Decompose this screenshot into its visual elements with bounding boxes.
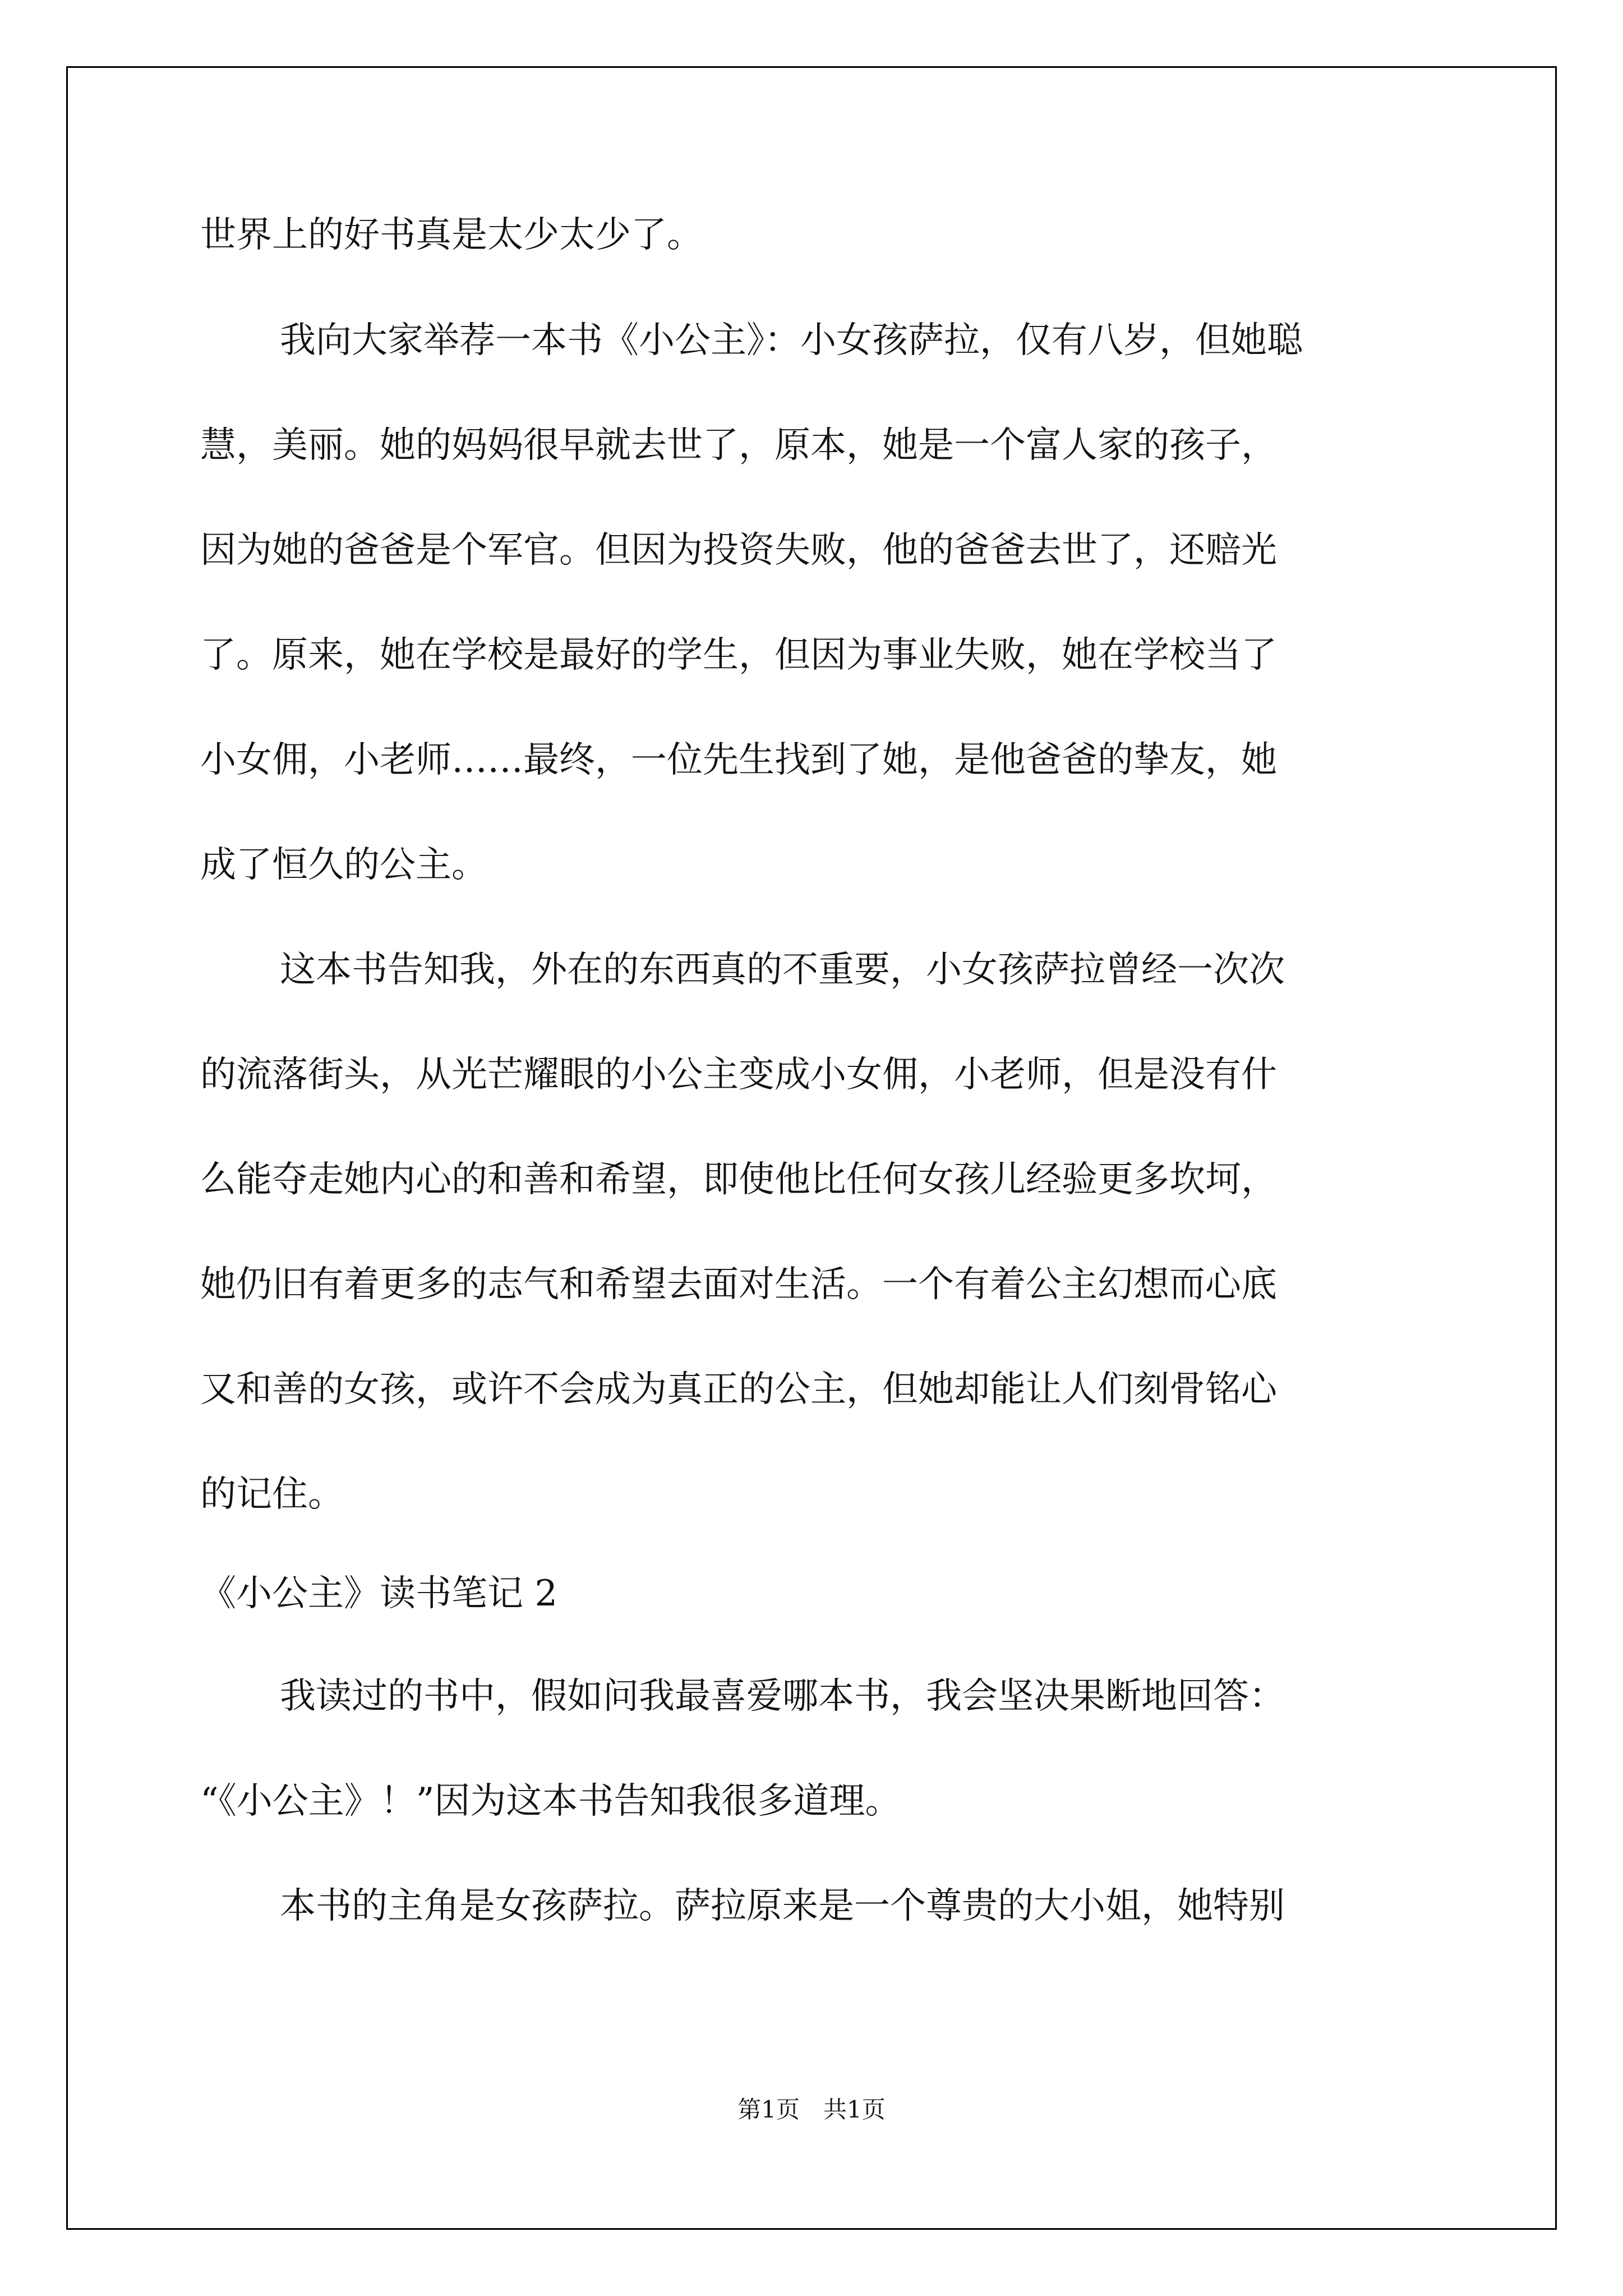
text-line: “《小公主》！”因为这本书告知我很多道理。 — [200, 1780, 901, 1822]
text-line: 的记住。 — [200, 1474, 344, 1515]
paragraph-first-line: 这本书告知我，外在的东西真的不重要，小女孩萨拉曾经一次次 — [280, 949, 1285, 991]
text-line: 了。原来，她在学校是最好的学生，但因为事业失败，她在学校当了 — [200, 634, 1277, 676]
page-footer — [0, 2093, 1623, 2127]
text-line: 慧，美丽。她的妈妈很早就去世了，原本，她是一个富人家的孩子， — [200, 425, 1277, 466]
section-heading: 《小公主》读书笔记 2 — [200, 1573, 558, 1614]
text-line: 又和善的女孩，或许不会成为真正的公主，但她却能让人们刻骨铭心 — [200, 1369, 1277, 1410]
paragraph-first-line: 我向大家举荐一本书《小公主》：小女孩萨拉，仅有八岁，但她聪 — [280, 320, 1303, 361]
page-number: 第1页 — [737, 2096, 800, 2123]
paragraph-first-line: 本书的主角是女孩萨拉。萨拉原来是一个尊贵的大小姐，她特别 — [280, 1885, 1285, 1927]
text-line: 么能夺走她内心的和善和希望，即使他比任何女孩儿经验更多坎坷， — [200, 1159, 1277, 1200]
text-line: 世界上的好书真是太少太少了。 — [200, 214, 703, 256]
paragraph-first-line: 我读过的书中，假如问我最喜爱哪本书，我会坚决果断地回答： — [280, 1676, 1285, 1717]
text-line: 因为她的爸爸是个军官。但因为投资失败，他的爸爸去世了，还赔光 — [200, 530, 1277, 571]
text-line: 小女佣，小老师……最终，一位先生找到了她，是他爸爸的挚友，她 — [200, 739, 1277, 781]
text-line: 她仍旧有着更多的志气和希望去面对生活。一个有着公主幻想而心底 — [200, 1264, 1277, 1305]
page-total: 共1页 — [823, 2096, 886, 2123]
text-line: 的流落街头，从光芒耀眼的小公主变成小女佣，小老师，但是没有什 — [200, 1054, 1277, 1096]
text-line: 成了恒久的公主。 — [200, 844, 487, 886]
